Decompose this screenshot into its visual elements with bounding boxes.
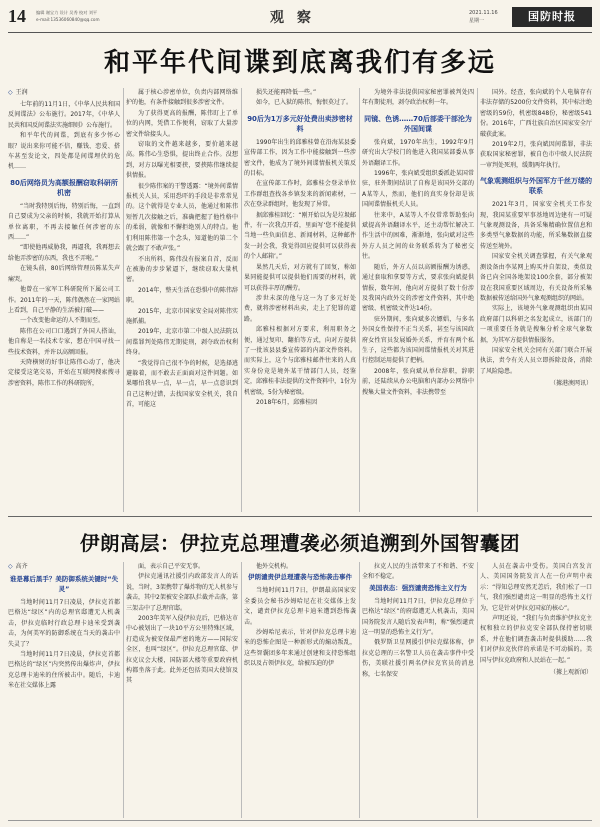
article-paragraph: 当地时间11月7日凌晨，伊拉克首都巴格达的“绿区”内突然传出爆炸声，伊拉克总理卡迪米的住所被击中。随后，卡迪米在社交媒体上露	[8, 651, 120, 690]
story1-column-1	[8, 88, 120, 512]
story1-body	[8, 88, 592, 512]
article-paragraph: 如今，已入狱的陈伟，悔恨莫过了。	[256, 99, 353, 107]
article-paragraph: 拉克人民的生活带来了不和谐、不安全和不稳定。	[362, 563, 474, 581]
editor-names: 编辑 谢宝力 设计 吴秀 校对 刘平	[36, 10, 98, 15]
issue-weekday: 星期一	[469, 18, 485, 24]
article-paragraph: 伊拉克通讯社援引内政部发言人的话说，当时，3架携带了爆炸物的无人机参与袭击，其中2架被安全部队拦截并击落，第三架击中了总理官邸。	[126, 573, 238, 612]
article-subheading: 80后网络员为高额报酬窃取科研所机密	[10, 178, 118, 197]
column-rule	[359, 562, 360, 818]
article-paragraph: 沙姆哈尼表示，针对伊拉克总理卡迪米的恐怖企图是一种新形式的煽动叛乱，这些智囊团多年来通过创建和支持恐怖组织以及占领伊拉克，给被压迫的伊	[244, 629, 356, 668]
article-paragraph: 国家安全机关会同有关部门联合开展执法，责令有关人员立即拆除设备，消除了风险隐患。	[480, 346, 592, 375]
story1-byline	[8, 88, 120, 98]
column-rule	[241, 88, 242, 512]
article-paragraph: 国外。经查，张向斌的个人电脑存有非法存储的5200份文件资料，其中标注绝密级的59份，机密级848份，秘密级541份。2016年，广西壮族自治区国家安全厅破获此案。	[480, 89, 592, 138]
article-paragraph: 2015年，北京市国家安全局对陈伟实施抓捕。	[126, 307, 238, 325]
story2-column-4	[362, 562, 474, 818]
page-number: 14	[8, 6, 26, 26]
article-paragraph: 国家安全机关调查掌握，有关气象观测设备由李某网上购买并自架设，类似设备已向全国各地架设100余套，部分被架设在我国重要区域周边，有关设备所采集数据被传送给国外气象观测组织的网站。	[480, 253, 592, 302]
article-paragraph: 一个改变他命运的人不期而至。	[20, 317, 105, 325]
article-paragraph: 为境外非法提供国家秘密罪被判处四年有期徒刑，剥夺政治权利一年。	[362, 89, 474, 107]
article-paragraph: 在宣传部工作时，邱雅桂会登录单位工作群组查找各乡镇发来的新闻素材，一次在登录群组时，他发现了异常。	[244, 180, 356, 209]
article-paragraph: 七年前的11月1日，《中华人民共和国反间谍法》公布施行。2017年，《中华人民共和国反间谍法实施细则》公布施行。	[8, 101, 120, 129]
section-title: 观 察	[270, 10, 315, 26]
article-paragraph: 和平年代的间谍，到底有多少怀心眼？说出来你可能不信，赚钱、恋爱、搭车甚至发论文，四处都是间谍埋伏的危机……	[8, 132, 120, 171]
column-rule	[241, 562, 242, 818]
story1-column-3	[244, 88, 356, 512]
article-paragraph: 邱雅桂根据对方要求，利用职务之便，通过复印、翻拍等方式，向对方提供了一批该县县委宣传部的内部文件资料。而实际上，这个与邱雅桂邮件往来的人真实身份竟是境外某干情部门人员，经鉴定，邱雅桂非法提供的文件资料中，1份为机密级，5份为秘密级。	[244, 326, 356, 396]
article-paragraph: 声明还说，“我们与负责维护伊拉克主权和独立的伊拉克安全部队保持密切联系，并在他们调查袭击时提供援助……我们对伊拉克伙伴的承诺是不可动摇的。美国与伊拉克政府和人民站在一起。”	[480, 615, 592, 664]
story1-column-2	[126, 88, 238, 512]
issue-date	[469, 9, 498, 25]
article-subheading: 同镜、色诱……70后部委干部沦为外国间谍	[364, 114, 472, 133]
story1-column-4	[362, 88, 474, 512]
editor-email: e-mail:13536060840@qq.com	[36, 17, 100, 22]
article-paragraph: 1996年，张向斌受组织委派赴某国常驻，驻外期间结识了自称是该国外交部的A某等人，然而，他们的真实身份却是该国间谍情报机关人员。	[362, 170, 474, 209]
story2-headline: 伊朗高层：伊拉克总理遭袭必须追溯到外国智囊团	[79, 532, 520, 555]
article-paragraph: 当地时间11月7日凌晨，伊拉克首都巴格达“绿区”内的总理官邸遭无人机袭击，伊拉克临时行政总理卡迪米受到袭击，为何美军的防御系统在当天的袭击中失灵了？	[8, 599, 120, 648]
issue-date-number: 2021.11.16	[469, 10, 498, 16]
article-paragraph: 当地时间11月7日，伊朗最高国家安全委员会秘书沙姆哈尼在社交媒体上发文，谴责伊拉克总理卡迪米遭到恐怖袭击。	[244, 587, 356, 626]
article-paragraph: 驻外期间，张向斌多次嫖娼，与多名外国女性保持不正当关系，甚至与该国政府女性官员发展婚外关系，并育有两个私生子，这些都为该国间谍情报机关对其进行控制运用提供了把柄。	[362, 315, 474, 365]
story1-source-credit: （據港澳网讯）	[549, 380, 592, 388]
article-paragraph: 实际上，该境外气象观测组织由某国政府部门以科研之名发起成立，该部门的一项重要任务就是搜集分析全球气象数据，为其军方提供情报服务。	[480, 305, 592, 344]
story-divider	[8, 516, 592, 517]
column-rule	[123, 88, 124, 512]
story2-column-2	[126, 562, 238, 818]
article-paragraph: 人员在袭击中受伤。美国白宫发言人、美国国务院发言人在一份声明中表示：“得知总理安然无恙后，我们松了一口气，我们强烈谴责这一明显的恐怖主义行为，它是针对伊拉克国家的核心”。	[480, 563, 592, 612]
article-paragraph: 2014年，整天生活在恐惧中的陈伟辞职。	[126, 286, 238, 305]
article-paragraph: 2003年美军入侵伊拉克后，巴格达市中心被划出了一块10平方公里特殊区域，打造成为被安保最严密的地方——国际安全区，也叫“绿区”。伊拉克总理官邸、伊拉克议会大楼，国防部大楼等重要政府机构都坐落于此。此外还包括美国大使馆及其	[126, 615, 238, 685]
article-paragraph: 属于核心涉密单位，负责内部网络维护的他，有条件接触到很多涉密文件。	[126, 89, 238, 107]
article-paragraph: 他曾在一家军工科研院所下属公司工作。2011年的一天，陈伟偶然在一家网站上看到，自己平静的生活被打破——	[8, 286, 120, 314]
column-rule	[477, 88, 478, 512]
article-paragraph: “我觉得自己很不争的时候，是选择逃避躲着，而不敢去正面面对这件问题。如果哪怕我早一点，早一点，早一点意识到自己这种过错，去找国家安全机关，我自首，可能这	[126, 359, 238, 409]
editor-credits	[36, 9, 100, 23]
article-paragraph: 陈伟在公司口口遇到了外国人搭讪，他自称是一名技术专家，想在中国寻找一些技术资料，并许以高额回报。	[8, 327, 120, 356]
story1-column-5	[480, 88, 592, 512]
byline-author: 王润	[15, 89, 28, 96]
article-subheading: 谁是幕后黑手？美防御系统关键时“失灵”	[9, 575, 119, 593]
article-paragraph: 随后，外方人员以高额报酬为诱惑，通过套取和拿要等方式，要求张向斌提供情报，数年间，他向对方提供了数十份涉及我国内政外交的涉密文件资料，其中绝密级、机密级文件达14份。	[362, 263, 474, 313]
byline-mark: ◇	[8, 89, 13, 96]
story2-body	[8, 562, 592, 818]
article-paragraph: 涉世未深的他与这一为了多元好处费，就将涉密材料出卖，走上了犯罪的道路。	[244, 294, 356, 323]
article-paragraph: 损失还能再降低一些。”	[256, 89, 317, 96]
story2-byline	[8, 562, 120, 572]
article-paragraph: 2008年，张向斌从单位辞职，辞职前，还陆续从办公电脑和内部办公网络中搜集大量文件资料，非法携带至	[362, 367, 474, 396]
article-subheading: 伊朗谴责伊总理遭袭与恐怖袭击事件	[248, 573, 352, 582]
article-paragraph: 面，表示自己平安无事。	[138, 563, 205, 570]
story2-column-5	[480, 562, 592, 818]
article-paragraph: 窃取的文件越来越多，要价越来越高。陈伟心生恐惧，提出终止合作。没想到，对方以曝光相要挟，要挟陈伟继续提供情报。	[126, 141, 238, 180]
article-subheading: 美国表态：强烈谴责恐怖主义行为	[369, 583, 467, 592]
article-paragraph: 在镜头前，80后网络管理员陈某失声痛哭。	[8, 265, 120, 283]
story2-column-3	[244, 562, 356, 818]
column-rule	[123, 562, 124, 818]
article-paragraph: 当地时间11月7日，伊拉克总理位于巴格达“绿区”的府邸遭无人机袭击，美国国务院发言人随后发表声明，称“强烈谴责这一明显的恐怖主义行为”。	[362, 597, 474, 637]
byline-author: 高齐	[15, 563, 28, 570]
story1-headline: 和平年代间谍到底离我们有多远	[103, 48, 496, 78]
article-paragraph: 为了获得更高的报酬，陈伟盯上了单位的内网，凭借工作便利，窃取了大量涉密文件给接头人。	[126, 109, 238, 138]
byline-mark: ◇	[8, 563, 13, 570]
article-paragraph: 他外交机构。	[256, 563, 293, 570]
article-subheading: 90后为1万多元好处费出卖涉密材料	[247, 114, 353, 133]
story2-source-credit: （據上观新闻）	[549, 669, 592, 677]
article-paragraph: 2019年2月，张向斌因间谍罪，非法获取国家秘密罪，被自色市中级人民法院一审判处死刑，缓期两年执行。	[480, 141, 592, 169]
article-paragraph: 1990年出生的邱雅桂曾在沿海某县委宣传部工作，因为工作中能接触到一些涉密文件，他成为了境外间谍情报机关策反的目标。	[244, 138, 356, 178]
article-paragraph: 2018年6月，邱雅桂因	[256, 398, 318, 406]
article-paragraph: 果然几天后，对方就有了回复，称如果同能提供可以提供他们需要的材料，就可以获得丰厚的酬劳。	[244, 263, 356, 292]
article-paragraph: 2021年3月，国家安全机关工作发现，我国某重要军事基地周边建有一可疑气象观测设备，具备采集精确位置信息和多类型气象数据的功能，所采集数据直接传送至境外。	[480, 201, 592, 250]
article-paragraph: 张向斌，1970年出生，1992年9月研究出大学校门的他进入我国某部委从事外语翻译工作。	[362, 138, 474, 167]
article-paragraph: 往来中，A某等人不仅常常帮助张向斌提高外语翻译水平，还主动帮忙解决工作生活中的困难，渐渐地，张向斌对这些外方人员之间的业务联系转为了秘密交往。	[362, 211, 474, 261]
article-paragraph: 天降横财的好事让陈伟心动了，他决定接受这笔交易，开始在互联网搜索搜寻涉密资料，陈伟工作的科研院所，	[8, 358, 120, 387]
article-subheading: 气象观测组织与外国军方千丝万缕的联系	[480, 177, 592, 196]
masthead	[8, 5, 592, 31]
article-paragraph: 俄罗斯卫星网援引伊拉克媒体称，伊拉克总理的三名警卫人员在袭击事件中受伤，美联社援引两名伊拉克官员的消息称，七名保安	[362, 639, 474, 678]
article-paragraph: 很少陈伟案的干警透露：“境外间谍情报机关人员，采用恐吓的手段是非常常见的。这个就得是专业人员，他通过和陈伟短暂几次接触之后，准确把握了他性格中的柔弱，就像和不懈拒绝别人的特点。他们利用陈伟第一个念头，知道他的第二个就会跟了不敢声张。”	[126, 182, 238, 253]
newspaper-logo: 国防时报	[512, 7, 592, 27]
article-paragraph: “即使他再威胁我，再逼我，我再想去给他弄涉密的东西，我也不弄啦。”	[8, 244, 120, 262]
column-rule	[359, 88, 360, 512]
masthead-divider	[8, 32, 592, 33]
column-rule	[477, 562, 478, 818]
article-paragraph: 2019年，北京市第二中级人民法院以间谍罪判处陈伟无期徒刑，剥夺政治权利终身。	[126, 328, 238, 357]
article-paragraph: “当时我特别后悔，特别后悔，一直到自己要成为父亲的时候，我就开始打算从单位离职，不再去接触任何涉密的东西……”	[8, 202, 120, 242]
page-bottom-divider	[8, 820, 592, 821]
article-paragraph: 据邱雅桂回忆：“刚开始以为是垃圾邮件，有一次我点开看，里面写‘您不能提供当地一些负面信息、新闻材料，这种邮件发一封会我，我觉得回应提供可以获得表的个人邮箱’。”	[244, 211, 356, 261]
article-paragraph: 不出所料，陈伟没有报案自首，反而在被胁的步步紧逼下，继续窃取大量机密。	[126, 255, 238, 284]
story2-column-1	[8, 562, 120, 818]
